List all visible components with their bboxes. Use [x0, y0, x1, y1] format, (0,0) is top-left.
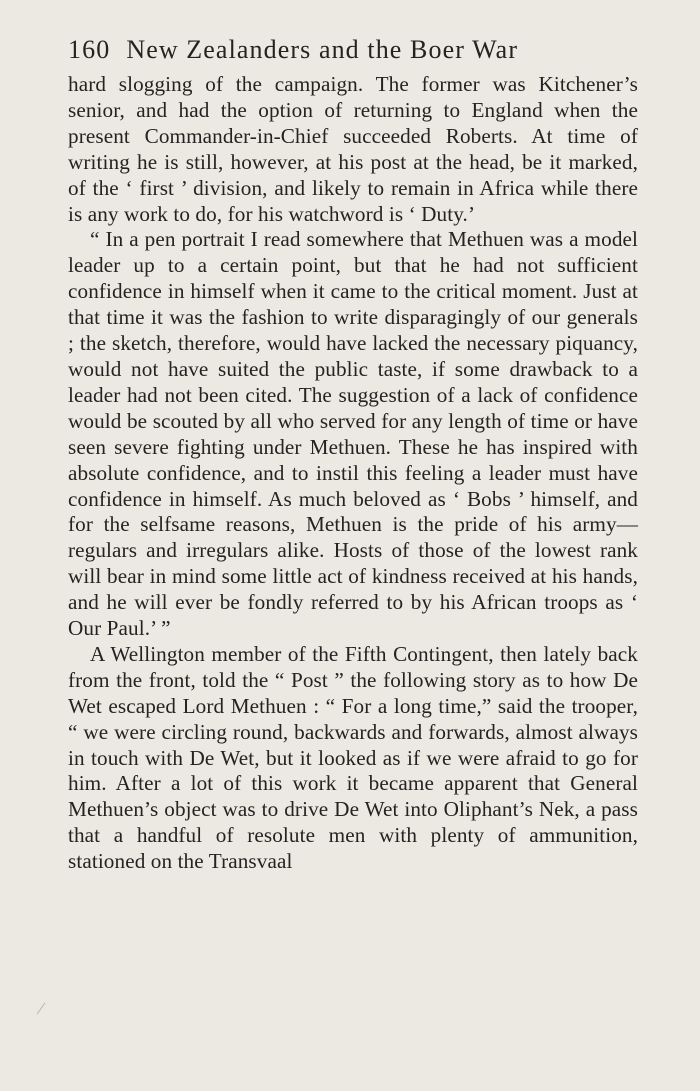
- paragraph-wellington-trooper: A Wellington member of the Fifth Contingent, then lately back from the front, told the “ Post ” the following story as to how De Wet escaped Lord Methuen : “ For a long time,” said the trooper, “ we were circling round, backwards and forwards, almost always in touch with De Wet, but it looked as if we were afraid to go for him. After a lot of this work it became apparent that General Methuen’s object was to drive De Wet into Oliphant’s Nek, a pass that a handful of resolute men with plenty of ammunition, stationed on the Transvaal: [68, 641, 638, 874]
- paragraph-continuation: hard slogging of the campaign. The former was Kitchener’s senior, and had the option of returning to England when the present Commander-in-Chief succeeded Roberts. At time of writing he is still, however, at his post at the head, be it marked, of the ‘ first ’ division, and likely to remain in Africa while there is any work to do, for his watchword is ‘ Duty.’: [68, 72, 638, 226]
- paragraph-methuen-portrait: “ In a pen portrait I read somewhere that Methuen was a model leader up to a certain point, but that he had not sufficient confidence in himself when it came to the critical moment. Just at that time it was the fashion to write disparagingly of our generals ; the sketch, therefore, would have lacked the necessary piquancy, would not have suited the public taste, if some drawback to a leader had not been cited. The suggestion of a lack of confidence would be scouted by all who served for any length of time or have seen severe fighting under Methuen. These he has inspired with absolute confidence, and to instil this feeling a leader must have confidence in himself. As much beloved as ‘ Bobs ’ himself, and for the selfsame reasons, Methuen is the pride of his army—regulars and irregulars alike. Hosts of those of the lowest rank will bear in mind some little act of kindness received at his hands, and he will ever be fondly referred to by his African troops as ‘ Our Paul.’ ”: [68, 227, 638, 641]
- running-title: New Zealanders and the Boer War: [126, 35, 519, 64]
- running-head: [68, 30, 638, 70]
- page-number: 160: [68, 35, 111, 64]
- body-text: [68, 72, 638, 875]
- paper-scratch-mark: [37, 1002, 46, 1014]
